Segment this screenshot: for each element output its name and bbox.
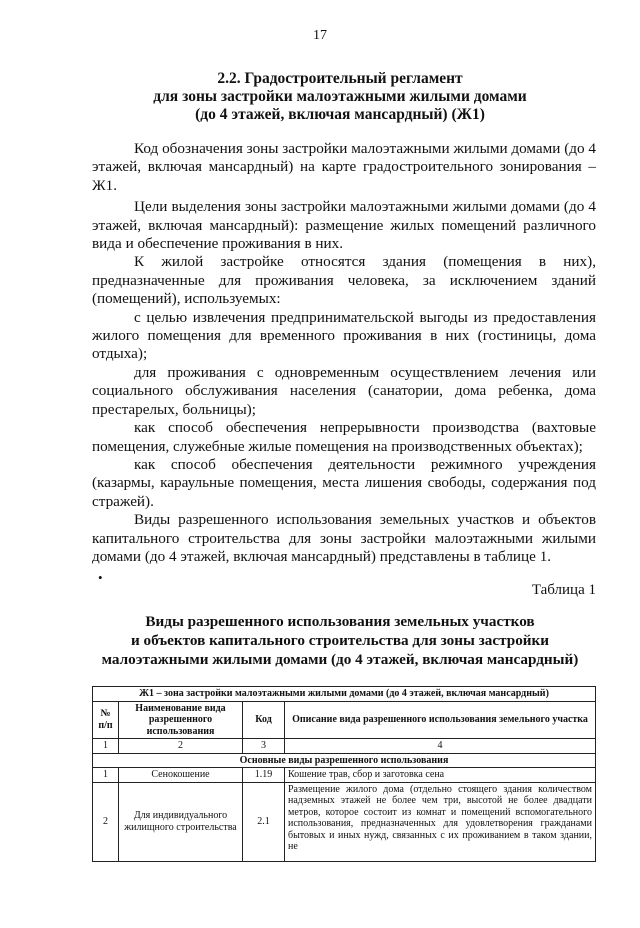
paragraph: как способ обеспечения непрерывности производства (вахтовые помещения, служебные жилые помещения на производственных объектах); — [92, 419, 596, 455]
row-desc-cell — [285, 782, 596, 861]
table-row — [93, 782, 596, 861]
col-header-num: № п/п — [93, 701, 119, 739]
row-code: 2.1 — [243, 782, 285, 861]
paragraph: Код обозначения зоны застройки малоэтажными жилыми домами (до 4 этажей, включая мансардный) на карте градостроительного зонирования – Ж1. — [92, 140, 596, 194]
table-title — [60, 612, 620, 669]
column-number-row — [93, 739, 596, 754]
table-title-line: Виды разрешенного использования земельных участков — [145, 613, 535, 630]
table-row — [93, 768, 596, 783]
section-basic-cell: Основные виды разрешенного использования — [93, 753, 596, 768]
table-title-line: и объектов капитального строительства для зоны застройки — [130, 632, 550, 649]
row-num: 2 — [93, 782, 119, 861]
row-name: Для индивидуального жилищного строительства — [119, 782, 243, 861]
col-number: 1 — [93, 739, 119, 754]
section-heading-line: 2.2. Градостроительный регламент — [217, 70, 463, 87]
col-number: 4 — [285, 739, 596, 754]
col-number: 2 — [119, 739, 243, 754]
row-desc: Кошение трав, сбор и заготовка сена — [285, 768, 596, 783]
table-label: Таблица 1 — [531, 582, 596, 598]
table-title-line: малоэтажными жилыми домами (до 4 этажей, включая мансардный) — [101, 651, 579, 668]
row-desc: Размещение жилого дома (отдельно стоящего здания количеством надземных этажей не более чем три, высотой не более двадцати метров, которое состоит из комнат и помещений вспомогательного использования, предназначенных для удовлетворения гражданами бытовых и иных нужд, связанных с их проживанием в таком здании, не — [288, 783, 592, 852]
stray-mark: • — [98, 570, 103, 585]
row-code: 1.19 — [243, 768, 285, 783]
col-header-code: Код — [243, 701, 285, 739]
zone-header-row — [93, 687, 596, 702]
body-text — [92, 140, 596, 566]
section-heading-line: для зоны застройки малоэтажными жилыми домами — [153, 88, 527, 105]
zone-header-cell: Ж1 – зона застройки малоэтажными жилыми домами (до 4 этажей, включая мансардный) — [93, 687, 596, 702]
paragraph: Цели выделения зоны застройки малоэтажными жилыми домами (до 4 этажей, включая мансардный): размещение жилых помещений различного вида и обеспечение проживания в них. — [92, 198, 596, 253]
paragraph: для проживания с одновременным осуществлением лечения или социального обслуживания населения (санатории, дома ребенка, дома престарелых, больницы); — [92, 363, 596, 418]
section-heading — [60, 70, 620, 124]
paragraph: Виды разрешенного использования земельных участков и объектов капитального строительства для зоны застройки малоэтажными жилыми домами (до 4 этажей, включая мансардный) представлены в таблице 1. — [92, 511, 596, 565]
paragraph: К жилой застройке относятся здания (помещения в них), предназначенные для проживания человека, за исключением зданий (помещений), используемых: — [92, 253, 596, 308]
paragraph: как способ обеспечения деятельности режимного учреждения (казармы, караульные помещения, места лишения свободы, содержания под стражей). — [92, 455, 596, 510]
section-row — [93, 753, 596, 768]
page-number: 17 — [313, 28, 327, 43]
col-header-desc: Описание вида разрешенного использования земельного участка — [285, 701, 596, 739]
col-header-name: Наименование вида разрешенного использования — [119, 701, 243, 739]
row-num: 1 — [93, 768, 119, 783]
section-heading-line: (до 4 этажей, включая мансардный) (Ж1) — [195, 106, 485, 123]
paragraph: с целью извлечения предпринимательской выгоды из предоставления жилого помещения для временного проживания в них (гостиницы, дома отдыха); — [92, 308, 596, 363]
column-header-row — [93, 701, 596, 739]
row-name: Сенокошение — [119, 768, 243, 783]
col-number: 3 — [243, 739, 285, 754]
land-use-table — [92, 686, 596, 862]
